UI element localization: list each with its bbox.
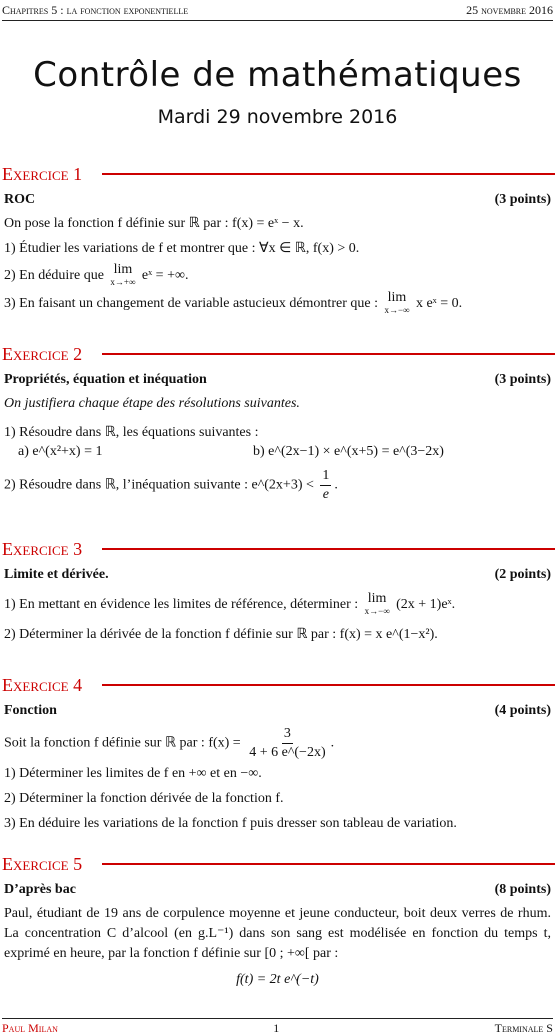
q3-text: 3) En faisant un changement de variable astucieux démontrer que : [4,296,378,312]
part-b: b) e^(2x−1) × e^(x+5) = e^(3−2x) [253,444,444,459]
exercise-5-points: (8 points) [494,882,551,897]
exercise-3-q1 [0,593,555,617]
exercise-1-intro: On pose la fonction f définie sur ℝ par : f(x) = eˣ − x. [4,216,304,231]
footer-author: Paul Milan [2,1021,58,1035]
exercise-5-rule [102,863,555,865]
denominator: e [322,487,329,502]
exercise-2-q2 [0,467,555,504]
exercise-1-points: (3 points) [494,192,551,207]
lim-sub: x→−∞ [364,606,390,616]
exercise-4-subtitle: Fonction [4,703,57,718]
exercise-2-subtitle: Propriétés, équation et inéquation [4,372,207,387]
exercise-4 [0,674,555,833]
exercise-2-q1-parts [0,442,555,461]
intro-text: Soit la fonction f définie sur ℝ par : f(x) = [4,735,241,751]
part-a: a) e^(x²+x) = 1 [18,444,103,459]
exercise-2-rule [102,353,555,355]
footer-class: Terminale S [494,1021,553,1035]
intro-end: . [330,735,335,751]
exercise-2-label: Exercice 2 [2,343,83,364]
exercise-4-q2: 2) Déterminer la fonction dérivée de la fonction f. [4,791,284,806]
exercise-1-q1: 1) Étudier les variations de f et montrer que : ∀x ∈ ℝ, f(x) > 0. [4,241,360,256]
q2-end: . [334,477,338,493]
exercise-5-formula: f(t) = 2t e^(−t) [236,972,319,987]
exercise-2-intro: On justifiera chaque étape des résolutions suivantes. [4,396,300,411]
exercise-2-points: (3 points) [494,372,551,387]
denominator: 4 + 6 e^(−2x) [249,745,326,760]
limit-expression [110,264,135,288]
exercise-3-points: (2 points) [494,567,551,582]
lim: lim [387,290,407,305]
exercise-5 [0,853,555,989]
q2-text: 2) En déduire que [4,268,104,284]
fraction [247,725,327,762]
numerator: 3 [282,725,293,744]
limit-expression [365,593,390,617]
q2-end: eˣ = +∞. [141,268,189,284]
exercise-2 [0,343,555,504]
q3-end: x eˣ = 0. [415,296,463,312]
exercise-4-rule [102,684,555,686]
exercise-4-label: Exercice 4 [2,674,83,695]
exercise-4-intro [0,725,555,762]
exercise-5-paragraph: Paul, étudiant de 19 ans de corpulence moyenne et jeune conducteur, boit deux verres de rhum. La concentration C d’alcool (en g.L⁻¹) dans son sang est modélisée en fonction du temps t, exprimé en heure, par la fonction f définie sur [0 ; +∞[ par : [4,906,551,961]
page-footer [2,1018,553,1036]
exercise-4-points: (4 points) [494,703,551,718]
page-header [2,3,553,21]
exercise-1 [0,163,555,316]
limit-expression [384,292,409,316]
exercise-1-label: Exercice 1 [2,163,83,184]
footer-page-number: 1 [273,1021,280,1035]
page-subtitle: Mardi 29 novembre 2016 [157,106,398,128]
exercise-3-subtitle: Limite et dérivée. [4,567,109,582]
numerator: 1 [320,467,331,486]
lim: lim [367,591,387,606]
exercise-1-q2 [0,264,555,288]
exercise-3-label: Exercice 3 [2,538,83,559]
lim: lim [113,262,133,277]
q1-end: (2x + 1)eˣ. [396,597,456,613]
q1-text: 1) En mettant en évidence les limites de référence, déterminer : [4,597,359,613]
fraction [320,467,331,504]
exercise-1-q3 [0,292,555,316]
exercise-5-subtitle: D’après bac [4,882,76,897]
exercise-4-q3: 3) En déduire les variations de la fonction f puis dresser son tableau de variation. [4,816,457,831]
q2-text: 2) Résoudre dans ℝ, l’inéquation suivante : e^(2x+3) < [4,477,314,493]
lim-sub: x→−∞ [384,305,410,315]
header-date: 25 novembre 2016 [466,3,553,17]
exercise-4-q1: 1) Déterminer les limites de f en +∞ et en −∞. [4,766,262,781]
header-chapter: Chapitres 5 : la fonction exponentielle [2,3,189,17]
exercise-3 [0,538,555,644]
lim-sub: x→+∞ [110,277,136,287]
exercise-1-subtitle: ROC [4,192,36,207]
exercise-5-label: Exercice 5 [2,853,83,874]
exercise-3-rule [102,548,555,550]
exercise-2-q1: 1) Résoudre dans ℝ, les équations suivantes : [4,425,259,440]
page-title: Contrôle de mathématiques [33,55,522,95]
exercise-1-rule [102,173,555,175]
exercise-3-q2: 2) Déterminer la dérivée de la fonction f définie sur ℝ par : f(x) = x e^(1−x²). [4,627,438,642]
